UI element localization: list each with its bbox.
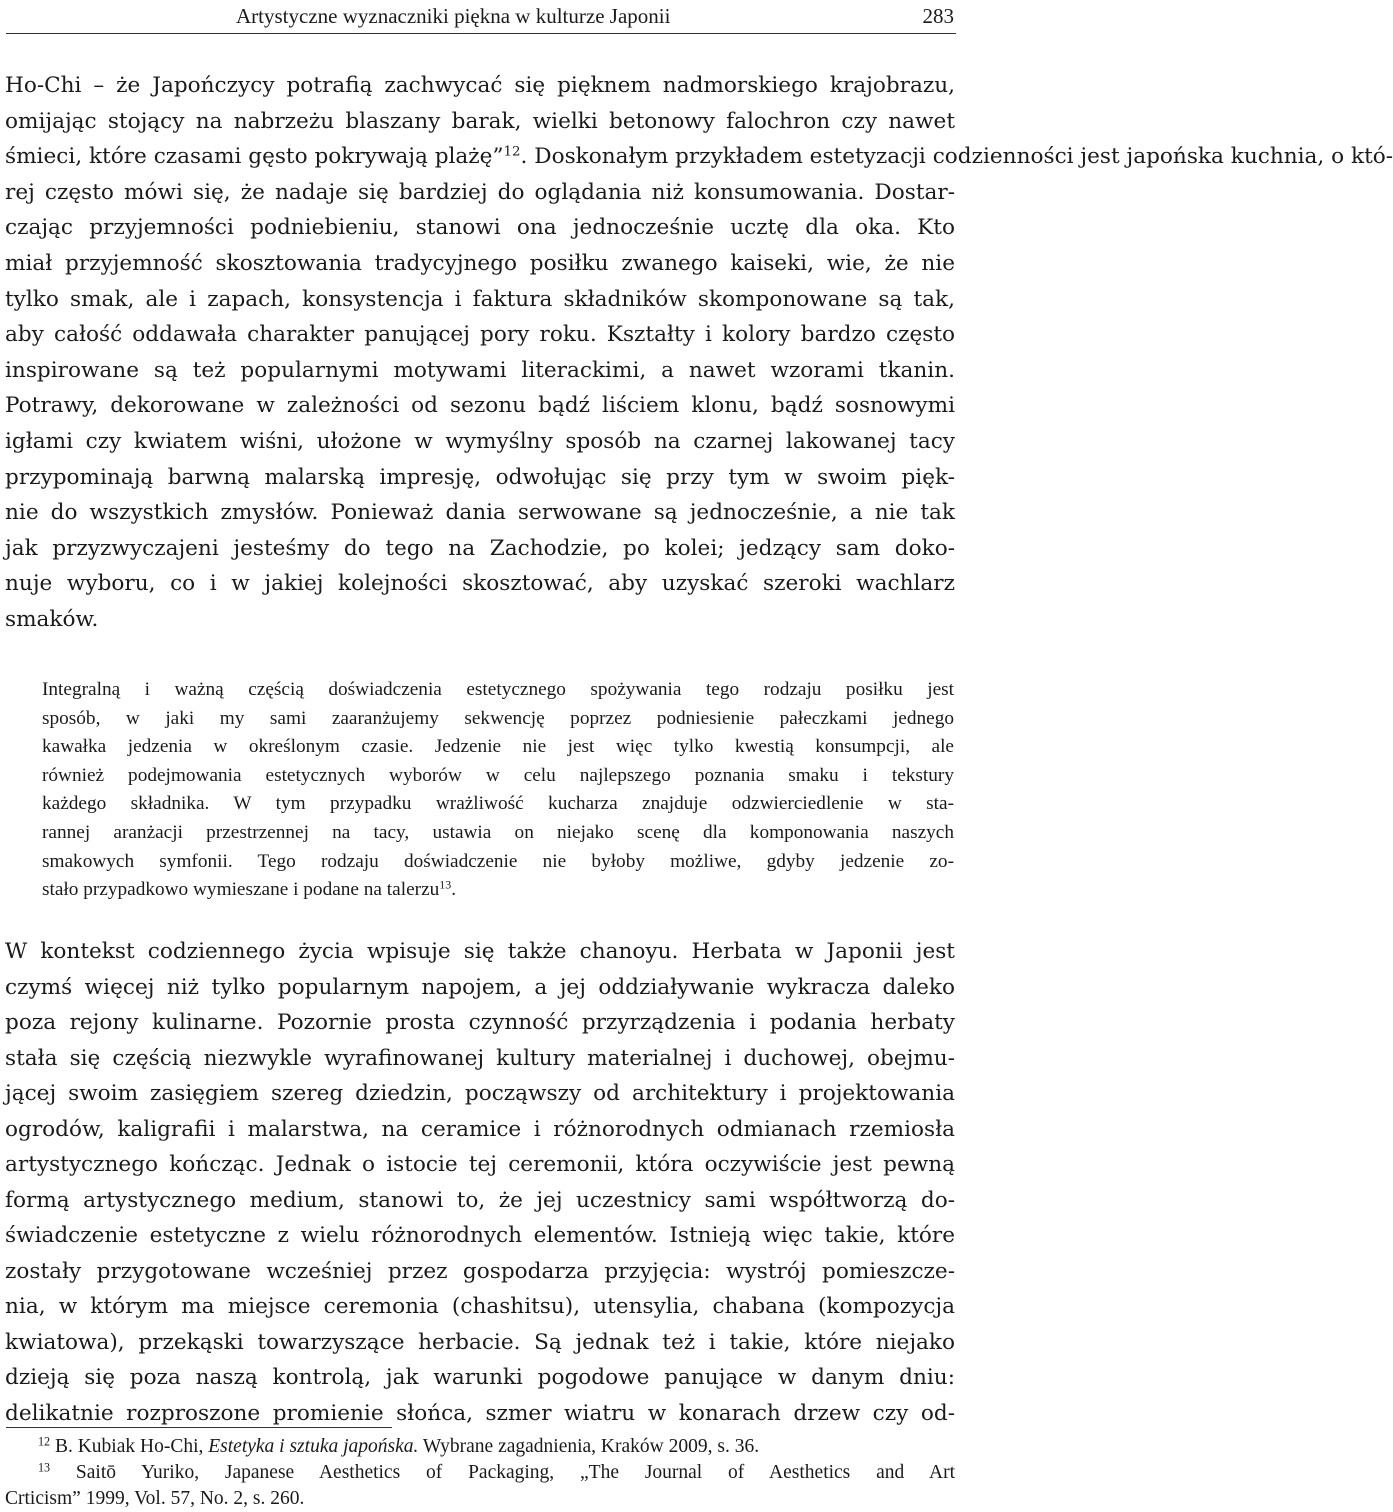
footnote-text: Wybrane zagadnienia, Kraków 2009, s. 36. — [418, 1436, 760, 1457]
text-line: artystycznego kończąc. Jednak o istocie tej ceremonii, która oczywiście jest pewną — [5, 1152, 955, 1177]
text-line: jącej swoim zasięgiem szereg dziedzin, począwszy od architektury i projektowania — [5, 1081, 955, 1106]
text-line: świadczenie estetyczne z wielu różnorodnych elementów. Istnieją więc takie, które — [5, 1223, 955, 1248]
text-line: Ho-Chi – że Japończycy potrafią zachwycać się pięknem nadmorskiego krajobrazu, — [5, 73, 955, 98]
footnote-title: Estetyka i sztuka japońska. — [208, 1436, 419, 1457]
text-line: nie do wszystkich zmysłów. Ponieważ dania serwowane są jednocześnie, a nie tak — [5, 500, 955, 526]
header-rule — [6, 33, 956, 34]
text-line: tylko smak, ale i zapach, konsystencja i faktura składników skomponowane są tak, — [5, 286, 955, 312]
text-segment: stało przypadkowo wymieszane i podane na talerzu — [42, 879, 440, 901]
text-line: dzieją się poza naszą kontrolą, jak warunki pogodowe panujące w danym dniu: — [5, 1365, 955, 1390]
quote-line: każdego składnika. W tym przypadku wrażliwość kucharza znajduje odzwierciedlenie w sta- — [42, 793, 954, 815]
quote-line: smakowych symfonii. Tego rodzaju doświadczenie nie byłoby możliwe, gdyby jedzenie zo- — [42, 850, 954, 872]
footnotes — [5, 1434, 955, 1512]
quote-line: kawałka jedzenia w określonym czasie. Jedzenie nie jest więc tylko kwestią konsumpcji, ale — [42, 736, 954, 758]
text-line: kwiatowa), przekąski towarzyszące herbacie. Są jednak też i takie, które niejako — [5, 1329, 955, 1355]
footnote-12 — [5, 1434, 955, 1460]
text-line: smaków. — [5, 606, 99, 632]
text-line: W kontekst codziennego życia wpisuje się także chanoyu. Herbata w Japonii jest — [5, 939, 955, 964]
quote-line — [42, 876, 954, 905]
footnote-number: 12 — [38, 1434, 51, 1449]
footnote-text: Saitō Yuriko, Japanese Aesthetics of Packaging, „The Journal of Aesthetics and Art — [75, 1462, 956, 1483]
text-segment: . Doskonałym przykładem estetyzacji codzienności jest japońska kuchnia, o któ- — [520, 144, 1393, 170]
text-line: igłami czy kwiatem wiśni, ułożone w wymyślny sposób na czarnej lakowanej tacy — [5, 428, 955, 454]
text-line: rej często mówi się, że nadaje się bardziej do oglądania niż konsumowania. Dostar- — [5, 179, 955, 205]
text-line — [5, 139, 1393, 175]
text-line: formą artystycznego medium, stanowi to, że jej uczestnicy sami współtworzą do- — [5, 1187, 955, 1213]
page-number: 283 — [922, 4, 954, 28]
text-line: aby całość oddawała charakter panującej pory roku. Kształty i kolory bardzo często — [5, 322, 955, 348]
text-line: Potrawy, dekorowane w zależności od sezonu bądź liściem klonu, bądź sosnowymi — [5, 393, 955, 419]
footnote-13-continuation: Crticism” 1999, Vol. 57, No. 2, s. 260. — [5, 1488, 305, 1509]
running-header — [0, 0, 960, 34]
text-line: czając przyjemności podniebieniu, stanowi ona jednocześnie ucztę dla oka. Kto — [5, 215, 955, 241]
quote-line: rannej aranżacji przestrzennej na tacy, ustawia on niejako scenę dla komponowania naszych — [42, 821, 954, 843]
running-title: Artystyczne wyznaczniki piękna w kulturze Japonii — [236, 4, 671, 28]
text-line: nuje wyboru, co i w jakiej kolejności skosztować, aby uzyskać szeroki wachlarz — [5, 571, 955, 597]
footnote-13 — [5, 1460, 955, 1486]
text-line: delikatnie rozproszone promienie słońca, szmer wiatru w konarach drzew czy od- — [5, 1400, 955, 1426]
quote-line: Integralną i ważną częścią doświadczenia estetycznego spożywania tego rodzaju posiłku jest — [42, 679, 954, 700]
footnote-text: B. Kubiak Ho-Chi, — [54, 1436, 209, 1457]
footnote-ref-12[interactable]: 12 — [503, 144, 521, 160]
block-quote — [42, 676, 954, 905]
text-line: poza rejony kulinarne. Pozornie prosta czynność przyrządzenia i podania herbaty — [5, 1010, 955, 1035]
body-paragraph-2 — [5, 934, 955, 1431]
quote-line: sposób, w jaki my sami zaaranżujemy sekwencję poprzez podniesienie pałeczkami jednego — [42, 707, 954, 729]
text-line: czymś więcej niż tylko popularnym napojem, a jej oddziaływanie wykracza daleko — [5, 974, 955, 1000]
text-line: stała się częścią niezwykle wyrafinowanej kultury materialnej i duchowej, obejmu- — [5, 1045, 955, 1071]
text-line: jak przyzwyczajeni jesteśmy do tego na Zachodzie, po kolei; jedzący sam doko- — [5, 535, 955, 561]
body-paragraph-1 — [5, 68, 1393, 638]
text-line: omijając stojący na nabrzeżu blaszany barak, wielki betonowy falochron czy nawet — [5, 108, 955, 134]
text-segment: śmieci, które czasami gęsto pokrywają plażę” — [5, 144, 504, 170]
text-segment: . — [451, 879, 457, 901]
text-line: ogrodów, kaligrafii i malarstwa, na ceramice i różnorodnych odmianach rzemiosła — [5, 1116, 955, 1142]
text-line: nia, w którym ma miejsce ceremonia (chashitsu), utensylia, chabana (kompozycja — [5, 1294, 955, 1319]
footnote-separator — [6, 1427, 392, 1428]
text-line: zostały przygotowane wcześniej przez gospodarza przyjęcia: wystrój pomieszcze- — [5, 1258, 955, 1284]
footnote-ref-13[interactable]: 13 — [439, 877, 452, 892]
footnote-number: 13 — [38, 1460, 51, 1475]
text-line: miał przyjemność skosztowania tradycyjnego posiłku zwanego kaiseki, wie, że nie — [5, 250, 955, 276]
text-line: przypominają barwną malarską impresję, odwołując się przy tym w swoim pięk- — [5, 464, 955, 490]
text-line: inspirowane są też popularnymi motywami literackimi, a nawet wzorami tkanin. — [5, 357, 955, 383]
quote-line: również podejmowania estetycznych wyborów w celu najlepszego poznania smaku i tekstury — [42, 764, 954, 786]
